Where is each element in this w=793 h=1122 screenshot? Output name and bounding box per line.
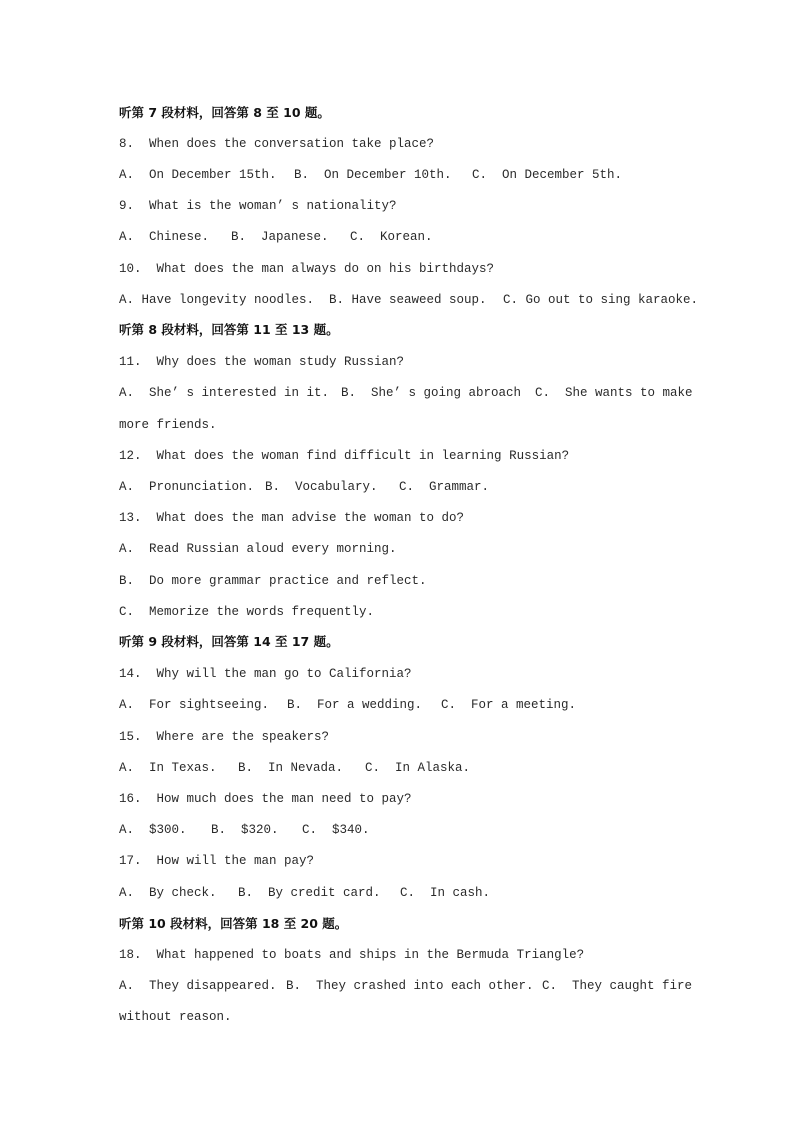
option-a: A. In Texas. [119, 761, 217, 775]
option-c: C. $340. [302, 823, 370, 837]
question-stem: 9. What is the woman’ s nationality? [119, 199, 397, 213]
option-continuation: without reason. [119, 1010, 232, 1024]
option-b: B. $320. [211, 823, 279, 837]
option-b: B. She’ s going abroach [341, 386, 522, 400]
option-a: A. Chinese. [119, 230, 210, 244]
section-heading: 听第 8 段材料，回答第 11 至 13 题。 [119, 322, 339, 337]
section-heading: 听第 10 段材料，回答第 18 至 20 题。 [119, 916, 348, 931]
question-stem: 8. When does the conversation take place? [119, 137, 435, 151]
question-stem: 18. What happened to boats and ships in the Bermuda Triangle? [119, 948, 585, 962]
option-b: B. Vocabulary. [265, 480, 378, 494]
option-a: A. On December 15th. [119, 168, 277, 182]
question-stem: 11. Why does the woman study Russian? [119, 355, 405, 369]
question-stem: 16. How much does the man need to pay? [119, 792, 412, 806]
option-line: A. Read Russian aloud every morning. [119, 542, 397, 556]
option-a: A. Have longevity noodles. [119, 293, 315, 307]
option-continuation: more friends. [119, 418, 217, 432]
option-b: B. By credit card. [238, 886, 381, 900]
option-c: C. For a meeting. [441, 698, 577, 712]
question-stem: 10. What does the man always do on his birthdays? [119, 262, 495, 276]
section-heading: 听第 9 段材料，回答第 14 至 17 题。 [119, 634, 339, 649]
option-a: A. She’ s interested in it. [119, 386, 330, 400]
option-a: A. $300. [119, 823, 187, 837]
section-heading: 听第 7 段材料，回答第 8 至 10 题。 [119, 105, 330, 120]
option-c: C. In cash. [400, 886, 491, 900]
option-a: A. By check. [119, 886, 217, 900]
option-c: C. They caught fire [542, 979, 693, 993]
option-c: C. In Alaska. [365, 761, 471, 775]
option-c: C. Go out to sing karaoke. [503, 293, 699, 307]
option-line: B. Do more grammar practice and reflect. [119, 574, 427, 588]
option-c: C. Korean. [350, 230, 433, 244]
option-c: C. On December 5th. [472, 168, 623, 182]
option-a: A. For sightseeing. [119, 698, 270, 712]
option-a: A. Pronunciation. [119, 480, 255, 494]
question-stem: 17. How will the man pay? [119, 854, 315, 868]
question-stem: 13. What does the man advise the woman to do? [119, 511, 465, 525]
option-b: B. On December 10th. [294, 168, 452, 182]
option-c: C. Grammar. [399, 480, 490, 494]
question-stem: 15. Where are the speakers? [119, 730, 330, 744]
question-stem: 14. Why will the man go to California? [119, 667, 412, 681]
option-b: B. For a wedding. [287, 698, 423, 712]
question-stem: 12. What does the woman find difficult in learning Russian? [119, 449, 570, 463]
option-line: C. Memorize the words frequently. [119, 605, 375, 619]
option-a: A. They disappeared. [119, 979, 277, 993]
option-c: C. She wants to make [535, 386, 693, 400]
option-b: B. They crashed into each other. [286, 979, 534, 993]
option-b: B. In Nevada. [238, 761, 344, 775]
option-b: B. Japanese. [231, 230, 329, 244]
option-b: B. Have seaweed soup. [329, 293, 487, 307]
